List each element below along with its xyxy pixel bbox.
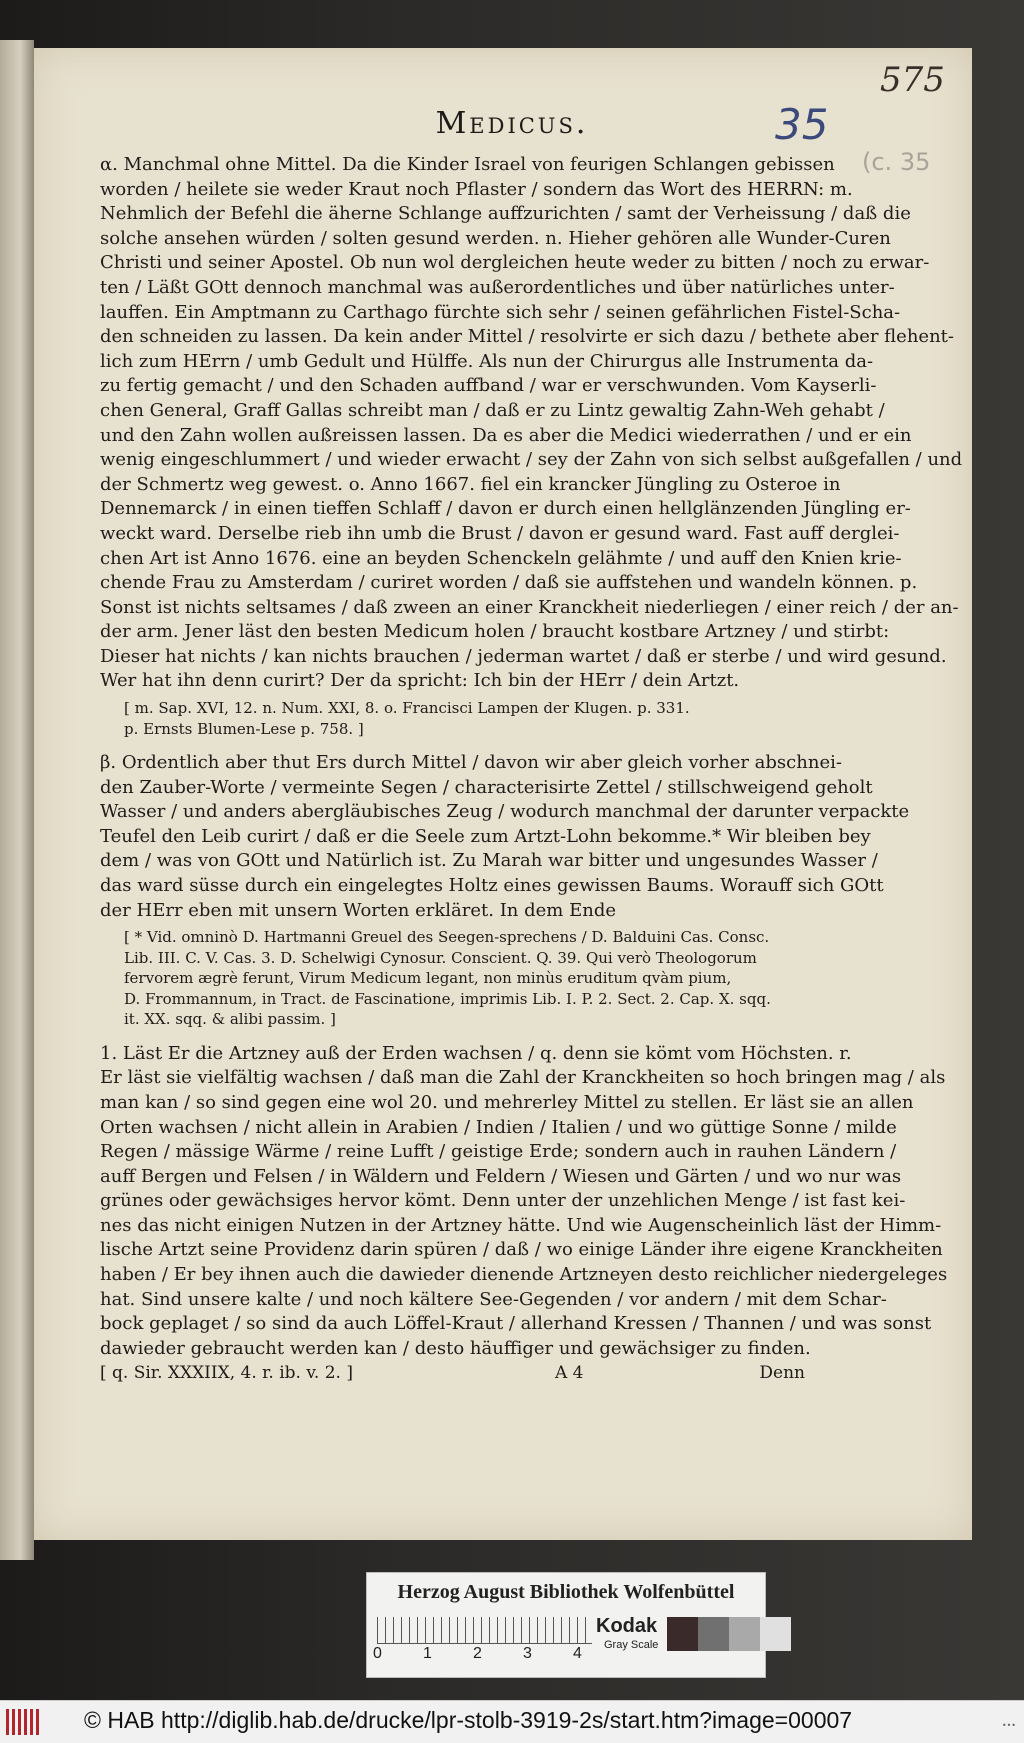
ruler-number: 1 [423, 1645, 432, 1662]
text-line: der arm. Jener läst den besten Medicum holen / braucht kostbare Artzney / und stirbt: [100, 621, 890, 643]
text-line: den schneiden zu lassen. Da kein ander Mittel / resolvirte er sich dazu / bethete aber flehent- [100, 326, 954, 348]
text-line: der Schmertz weg gewest. o. Anno 1667. fiel ein krancker Jüngling zu Osteroe in [100, 473, 841, 495]
paragraph-one [100, 1042, 948, 1362]
ruler-number: 4 [573, 1645, 582, 1662]
text-line: das ward süsse durch ein eingelegtes Holtz eines gewissen Baums. Worauff sich GOtt [100, 875, 884, 897]
text-line: [ * Vid. omninò D. Hartmanni Greuel des Seegen-sprechens / D. Balduini Cas. Consc. [124, 928, 770, 947]
text-line: der HErr eben mit unsern Worten erkläret. In dem Ende [100, 899, 616, 921]
catchword: Denn [759, 1363, 805, 1384]
text-line: Lib. III. C. V. Cas. 3. D. Schelwigi Cynosur. Conscient. Q. 39. Qui verò Theologorum [124, 948, 757, 967]
text-line: dem / was von GOtt und Natürlich ist. Zu Marah war bitter und ungesundes Wasser / [100, 850, 878, 872]
measure-ruler [377, 1617, 592, 1644]
running-head: Medicus. [435, 106, 589, 141]
text-line: Dennemarck / in einen tieffen Schlaff / davon er durch einen hellglänzenden Jüngling er- [100, 498, 911, 520]
text-line: α. Manchmal ohne Mittel. Da die Kinder Israel von feurigen Schlangen gebissen [100, 154, 835, 175]
footnotes-alpha [100, 698, 805, 739]
gray-swatch [729, 1617, 760, 1651]
facing-page-edge [0, 40, 34, 1560]
text-line: it. XX. sqq. & alibi passim. ] [124, 1010, 336, 1029]
color-ruler-card [366, 1572, 766, 1678]
text-line: Wasser / und anders abergläubisches Zeug / wodurch manchmal der darunter verpackte [100, 801, 910, 823]
text-line: lich zum HErrn / umb Gedult und Hülffe. Als nun der Chirurgus alle Instrumenta da- [100, 350, 874, 372]
text-line: man kan / so sind gegen eine wol 20. und mehrerley Mittel zu stellen. Er läst sie an allen [100, 1091, 914, 1113]
text-line: dawieder gebraucht werden kan / desto häuffiger und gewächsiger zu finden. [100, 1337, 811, 1359]
gray-swatch [698, 1617, 729, 1651]
footer-bar [0, 1700, 1024, 1743]
text-line: β. Ordentlich aber thut Ers durch Mittel / davon wir aber gleich vorher abschnei- [100, 752, 842, 774]
ruler-number: 0 [373, 1645, 382, 1662]
text-line: bock geplaget / so sind da auch Löffel-Kraut / allerhand Kressen / Thannen / und was sonst [100, 1313, 932, 1335]
text-line: zu fertig gemacht / und den Schaden auffband / war er verschwunden. Vom Kayserli- [100, 375, 877, 397]
bottom-footnote: [ q. Sir. XXXIIX, 4. r. ib. v. 2. ] [100, 1363, 353, 1384]
footnotes-beta [100, 927, 805, 1030]
text-line: hat. Sind unsere kalte / und noch kältere See-Gegenden / vor andern / mit dem Schar- [100, 1288, 887, 1310]
text-line: solche ansehen würden / solten gesund werden. n. Hieher gehören alle Wunder-Curen [100, 227, 891, 249]
text-line: lauffen. Ein Amptmann zu Carthago fürchte sich sehr / seinen gefährlichen Fistel-Scha- [100, 301, 901, 323]
text-line: nes das nicht einigen Nutzen in der Artzney hätte. Und wie Augenscheinlich läst der Himm- [100, 1214, 942, 1236]
copyright-url: © HAB http://diglib.hab.de/drucke/lpr-stolb-3919-2s/start.htm?image=00007 [84, 1707, 853, 1733]
text-line: Er läst sie vielfältig wachsen / daß man die Zahl der Kranckheiten so hoch bringen mag / als [100, 1067, 946, 1089]
text-line: p. Ernsts Blumen-Lese p. 758. ] [124, 719, 364, 738]
text-line: Nehmlich der Befehl die äherne Schlange auffzurichten / samt der Verheissung / daß die [100, 203, 911, 225]
text-line: Teufel den Leib curirt / daß er die Seele zum Artzt-Lohn bekomme.* Wir bleiben bey [100, 825, 871, 847]
text-line: Orten wachsen / nicht allein in Arabien / Indien / Italien / und wo güttige Sonne / milde [100, 1116, 897, 1138]
paragraph-beta [100, 751, 910, 923]
more-dots-icon: ••• [1001, 1721, 1016, 1730]
ruler-number: 2 [473, 1645, 482, 1662]
text-line: D. Frommannum, in Tract. de Fascinatione, imprimis Lib. I. P. 2. Sect. 2. Cap. X. sqq. [124, 989, 771, 1008]
text-line: [ m. Sap. XVI, 12. n. Num. XXI, 8. o. Francisci Lampen der Klugen. p. 331. [124, 699, 690, 718]
text-line: und den Zahn wollen außreissen lassen. Da es aber die Medici wiederrathen / und er ein [100, 424, 912, 446]
ruler-numbers [373, 1645, 613, 1669]
text-line: Christi und seiner Apostel. Ob nun wol dergleichen heute weder zu bitten / noch zu erwar- [100, 252, 930, 274]
text-line: wenig eingeschlummert / und wieder erwacht / sey der Zahn von sich selbst außgefallen / und [100, 449, 963, 471]
text-line: grünes oder gewächsiges hervor kömt. Denn unter der unzehlichen Menge / ist fast kei- [100, 1190, 906, 1212]
text-line: Sonst ist nichts seltsames / daß zween an einer Kranckheit niederliegen / einer reich / der an- [100, 596, 959, 618]
ruler-number: 3 [523, 1645, 532, 1662]
pencil-reference: (c. 35 [862, 148, 931, 176]
library-name: Herzog August Bibliothek Wolfenbüttel [397, 1581, 735, 1603]
page-bottom-line [100, 1361, 805, 1387]
text-line: chen General, Graff Gallas schreibt man / daß er zu Lintz gewaltig Zahn-Weh gehabt / [100, 399, 885, 421]
gray-scale-label: Gray Scale [604, 1639, 659, 1651]
gray-swatch [667, 1617, 698, 1651]
text-line: chende Frau zu Amsterdam / curiret worden / daß sie auffstehen und wandeln können. p. [100, 572, 918, 594]
text-line: worden / heilete sie weder Kraut noch Pflaster / sondern das Wort des HERRN: m. [100, 178, 853, 200]
text-line: weckt ward. Derselbe rieb ihn umb die Brust / davon er gesund ward. Fast auff derglei- [100, 522, 900, 544]
text-line: fervorem ægrè ferunt, Virum Medicum legant, non minùs eruditum qvàm pium, [124, 969, 732, 988]
signature-mark: A 4 [555, 1363, 584, 1384]
kodak-logo: Kodak [596, 1615, 658, 1637]
text-line: ten / Läßt GOtt dennoch manchmal was außerordentliches und über natürliches unter- [100, 276, 895, 298]
text-line: Dieser hat nichts / kan nichts brauchen / jederman wartet / daß er sterbe / und wird gesund. [100, 645, 947, 667]
text-line: lische Artzt seine Providenz darin spüren / daß / wo einige Länder ihre eigene Kranckheiten [100, 1239, 943, 1261]
text-line: chen Art ist Anno 1676. eine an beyden Schenckeln gelähmte / und auff den Knien krie- [100, 547, 902, 569]
pencil-annotation: 35 [775, 100, 829, 149]
text-line: 1. Läst Er die Artzney auß der Erden wachsen / q. denn sie kömt vom Höchsten. r. [100, 1042, 852, 1064]
text-line: den Zauber-Worte / vermeinte Segen / characterisirte Zettel / stillschweigend geholt [100, 776, 873, 798]
text-line: auff Bergen und Felsen / in Wäldern und Feldern / Wiesen und Gärten / und wo nur was [100, 1165, 902, 1187]
text-line: Wer hat ihn denn curirt? Der da spricht: Ich bin der HErr / dein Artzt. [100, 670, 740, 692]
text-line: Regen / mässige Wärme / reine Lufft / geistige Erde; sondern auch in rauhen Ländern / [100, 1141, 897, 1163]
text-line: haben / Er bey ihnen auch die dawieder dienende Artzneyen desto reichlicher niedergeleges [100, 1264, 948, 1286]
gray-swatch [760, 1617, 791, 1651]
folio-number: 575 [880, 60, 945, 100]
hab-logo-icon [6, 1709, 46, 1735]
